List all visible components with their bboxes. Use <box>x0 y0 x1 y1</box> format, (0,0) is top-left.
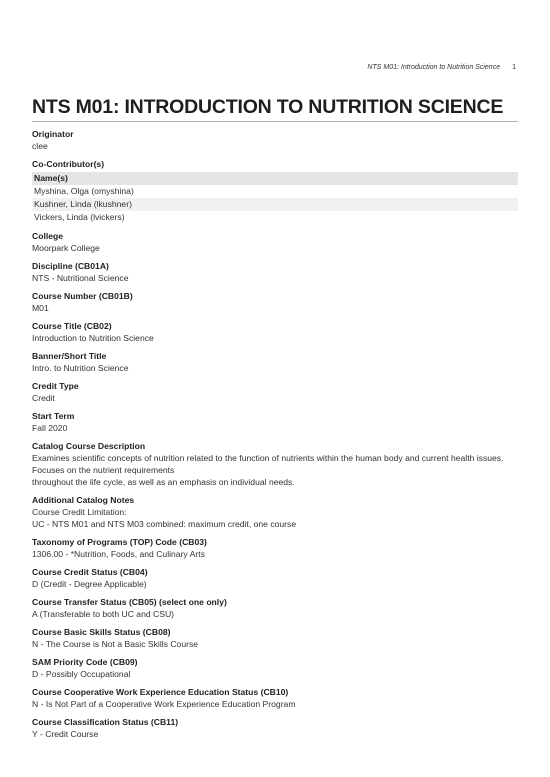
course-number-value: M01 <box>32 303 49 313</box>
credit-type-label: Credit Type <box>32 381 79 391</box>
sam-code-value: D - Possibly Occupational <box>32 669 131 679</box>
catalog-notes-label: Additional Catalog Notes <box>32 495 135 505</box>
course-title-field <box>32 320 518 344</box>
classification-value: Y - Credit Course <box>32 729 99 739</box>
catalog-description-label: Catalog Course Description <box>32 441 146 451</box>
notes-line: Course Credit Limitation: <box>32 507 127 517</box>
transfer-status-label: Course Transfer Status (CB05) (select one only) <box>32 597 227 607</box>
description-line: Focuses on the nutrient requirements <box>32 465 175 475</box>
catalog-notes-value <box>32 506 518 530</box>
short-title-field <box>32 350 518 374</box>
sam-code-field <box>32 656 518 680</box>
start-term-label: Start Term <box>32 411 75 421</box>
originator-value: clee <box>32 141 48 151</box>
top-code-value: 1306.00 - *Nutrition, Foods, and Culinary Arts <box>32 549 205 559</box>
table-row: Kushner, Linda (lkushner) <box>32 198 518 211</box>
short-title-label: Banner/Short Title <box>32 351 107 361</box>
classification-label: Course Classification Status (CB11) <box>32 717 179 727</box>
contributors-field <box>32 158 518 224</box>
course-number-field <box>32 290 518 314</box>
transfer-status-field <box>32 596 518 620</box>
short-title-value: Intro. to Nutrition Science <box>32 363 129 373</box>
coop-status-value: N - Is Not Part of a Cooperative Work Experience Education Program <box>32 699 296 709</box>
catalog-notes-field <box>32 494 518 530</box>
credit-status-value: D (Credit - Degree Applicable) <box>32 579 147 589</box>
names-column-header: Name(s) <box>32 172 518 185</box>
coop-status-label: Course Cooperative Work Experience Education Status (CB10) <box>32 687 289 697</box>
credit-type-field <box>32 380 518 404</box>
catalog-description-value <box>32 452 518 488</box>
course-number-label: Course Number (CB01B) <box>32 291 133 301</box>
discipline-field <box>32 260 518 284</box>
transfer-status-value: A (Transferable to both UC and CSU) <box>32 609 175 619</box>
notes-line: UC - NTS M01 and NTS M03 combined: maximum credit, one course <box>32 519 297 529</box>
page-title: NTS M01: INTRODUCTION TO NUTRITION SCIENCE <box>32 96 518 122</box>
basic-skills-label: Course Basic Skills Status (CB08) <box>32 627 171 637</box>
course-title-value: Introduction to Nutrition Science <box>32 333 154 343</box>
discipline-label: Discipline (CB01A) <box>32 261 109 271</box>
originator-field <box>32 128 518 152</box>
credit-status-label: Course Credit Status (CB04) <box>32 567 148 577</box>
contributors-label: Co-Contributor(s) <box>32 159 105 169</box>
description-line: throughout the life cycle, as well as an emphasis on individual needs. <box>32 477 295 487</box>
top-code-field <box>32 536 518 560</box>
table-row: Vickers, Linda (lvickers) <box>34 212 125 222</box>
credit-status-field <box>32 566 518 590</box>
start-term-value: Fall 2020 <box>32 423 68 433</box>
running-title: NTS M01: Introduction to Nutrition Science <box>367 64 501 71</box>
description-line: Examines scientific concepts of nutrition related to the function of nutrients within the human body and current health issues. <box>32 453 504 463</box>
contributors-table <box>32 172 518 224</box>
top-code-label: Taxonomy of Programs (TOP) Code (CB03) <box>32 537 207 547</box>
college-field <box>32 230 518 254</box>
discipline-value: NTS - Nutritional Science <box>32 273 129 283</box>
sam-code-label: SAM Priority Code (CB09) <box>32 657 138 667</box>
basic-skills-value: N - The Course is Not a Basic Skills Course <box>32 639 199 649</box>
running-header <box>367 64 516 71</box>
page-number: 1 <box>512 64 516 71</box>
credit-type-value: Credit <box>32 393 55 403</box>
coop-status-field <box>32 686 518 710</box>
basic-skills-field <box>32 626 518 650</box>
start-term-field <box>32 410 518 434</box>
course-title-label: Course Title (CB02) <box>32 321 112 331</box>
classification-field <box>32 716 518 740</box>
table-row: Myshina, Olga (omyshina) <box>34 186 134 196</box>
originator-label: Originator <box>32 129 74 139</box>
college-value: Moorpark College <box>32 243 100 253</box>
catalog-description-field <box>32 440 518 488</box>
course-outline <box>32 96 518 740</box>
college-label: College <box>32 231 64 241</box>
